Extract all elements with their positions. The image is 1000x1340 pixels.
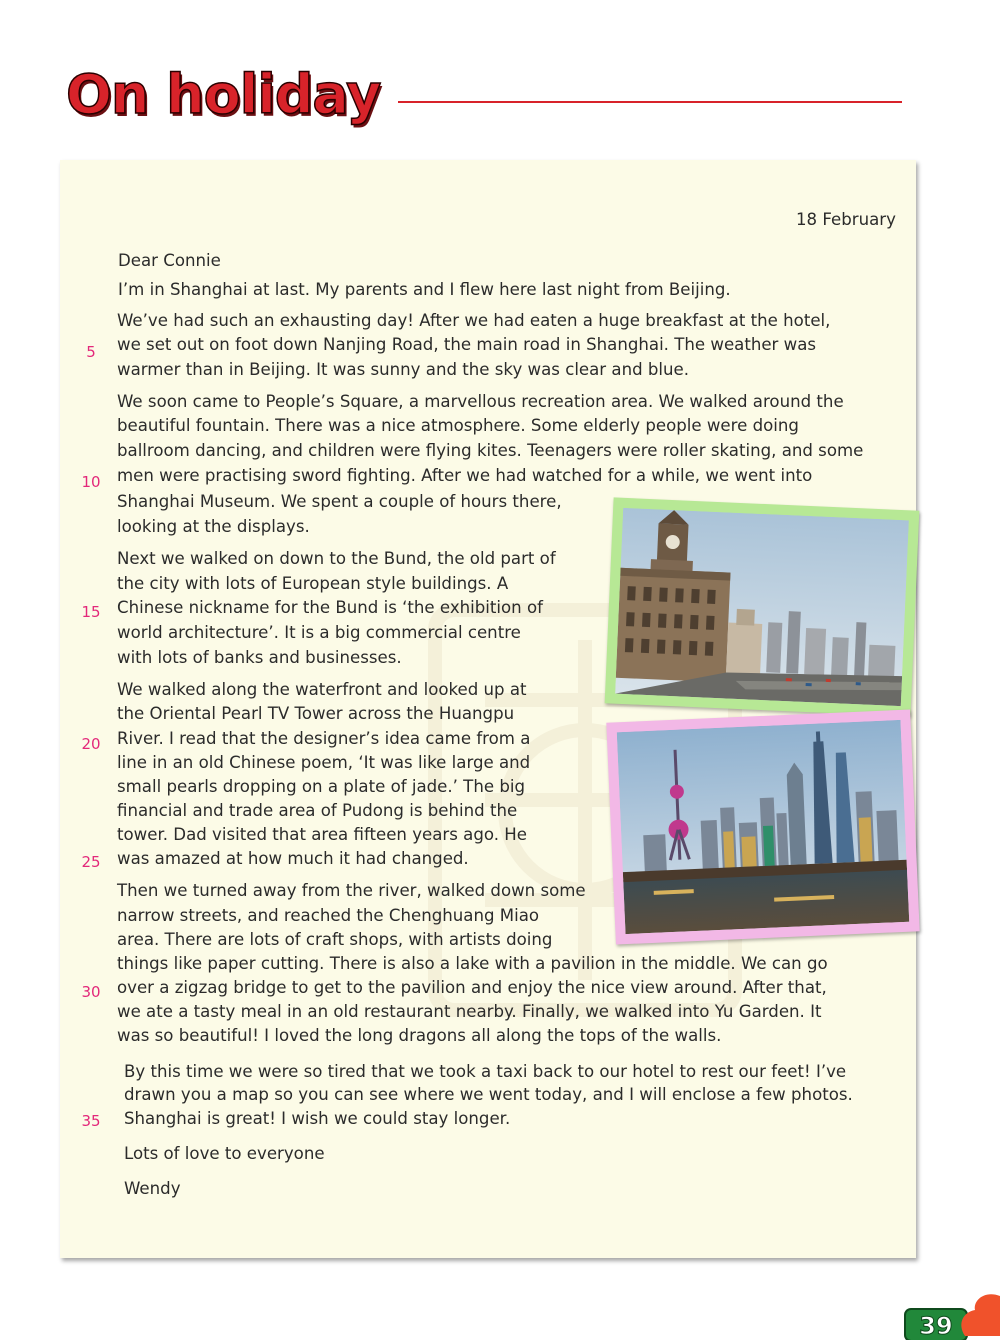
line-number: 30	[81, 983, 101, 1001]
title-rule	[398, 101, 902, 103]
letter-line: Then we turned away from the river, walked down some	[117, 881, 586, 900]
letter-line: the Oriental Pearl TV Tower across the Huangpu	[117, 704, 515, 723]
letter-line: By this time we were so tired that we took a taxi back to our hotel to rest our feet! I’ve	[124, 1062, 847, 1081]
letter-line: We walked along the waterfront and looked up at	[117, 680, 527, 699]
letter-line: men were practising sword fighting. After we had watched for a while, we went into	[117, 466, 813, 485]
letter-line: drawn you a map so you can see where we went today, and I will enclose a few photos.	[124, 1085, 853, 1104]
letter-line: over a zigzag bridge to get to the pavilion and enjoy the nice view around. After that,	[117, 978, 827, 997]
letter-line: Shanghai Museum. We spent a couple of hours there,	[117, 492, 562, 511]
letter-line: with lots of banks and businesses.	[117, 648, 402, 667]
line-number: 10	[81, 473, 101, 491]
letter-line: Chinese nickname for the Bund is ‘the exhibition of	[117, 598, 543, 617]
letter-line: world architecture’. It is a big commercial centre	[117, 623, 521, 642]
letter-date: 18 February	[796, 210, 896, 229]
letter-line: we set out on foot down Nanjing Road, the main road in Shanghai. The weather was	[117, 335, 817, 354]
letter-line: narrow streets, and reached the Chenghuang Miao	[117, 906, 540, 925]
letter-line: River. I read that the designer’s idea came from a	[117, 729, 531, 748]
line-number: 35	[81, 1112, 101, 1130]
letter-line: looking at the displays.	[117, 517, 310, 536]
letter-line: line in an old Chinese poem, ‘It was like large and	[117, 753, 531, 772]
the-bund-image	[615, 508, 909, 706]
letter-line: financial and trade area of Pudong is behind the	[117, 801, 518, 820]
letter-line: was so beautiful! I loved the long dragons all along the tops of the walls.	[117, 1026, 722, 1045]
letter-line: I’m in Shanghai at last. My parents and I flew here last night from Beijing.	[118, 280, 731, 299]
page-number: 39	[919, 1312, 953, 1340]
letter-line: We’ve had such an exhausting day! After we had eaten a huge breakfast at the hotel,	[117, 311, 831, 330]
line-number: 5	[86, 343, 96, 361]
pudong-skyline-image	[617, 720, 910, 934]
corner-decoration	[955, 1286, 1000, 1336]
letter-line: We soon came to People’s Square, a marvellous recreation area. We walked around the	[117, 392, 844, 411]
letter-line: small pearls dropping on a plate of jade.’ The big	[117, 777, 525, 796]
letter-line: Shanghai is great! I wish we could stay longer.	[124, 1109, 511, 1128]
page-title: On holiday	[66, 63, 381, 126]
letter-line: things like paper cutting. There is also a lake with a pavilion in the middle. We can go	[117, 954, 828, 973]
the-bund-photo	[605, 497, 920, 716]
letter-line: area. There are lots of craft shops, with artists doing	[117, 930, 553, 949]
line-number: 25	[81, 853, 101, 871]
letter-line: beautiful fountain. There was a nice atmosphere. Some elderly people were doing	[117, 416, 799, 435]
letter-signature: Wendy	[124, 1179, 181, 1198]
letter-greeting: Dear Connie	[118, 251, 221, 270]
letter-line: we ate a tasty meal in an old restaurant nearby. Finally, we walked into Yu Garden. It	[117, 1002, 822, 1021]
letter-line: ballroom dancing, and children were flying kites. Teenagers were roller skating, and some	[117, 441, 864, 460]
letter-line: Next we walked on down to the Bund, the old part of	[117, 549, 556, 568]
letter-line: tower. Dad visited that area fifteen years ago. He	[117, 825, 527, 844]
letter-line: was amazed at how much it had changed.	[117, 849, 469, 868]
line-number: 15	[81, 603, 101, 621]
letter-line: warmer than in Beijing. It was sunny and the sky was clear and blue.	[117, 360, 690, 379]
line-number: 20	[81, 735, 101, 753]
pudong-skyline-photo	[606, 709, 919, 944]
letter-line: the city with lots of European style buildings. A	[117, 574, 509, 593]
letter-closing: Lots of love to everyone	[124, 1144, 325, 1163]
